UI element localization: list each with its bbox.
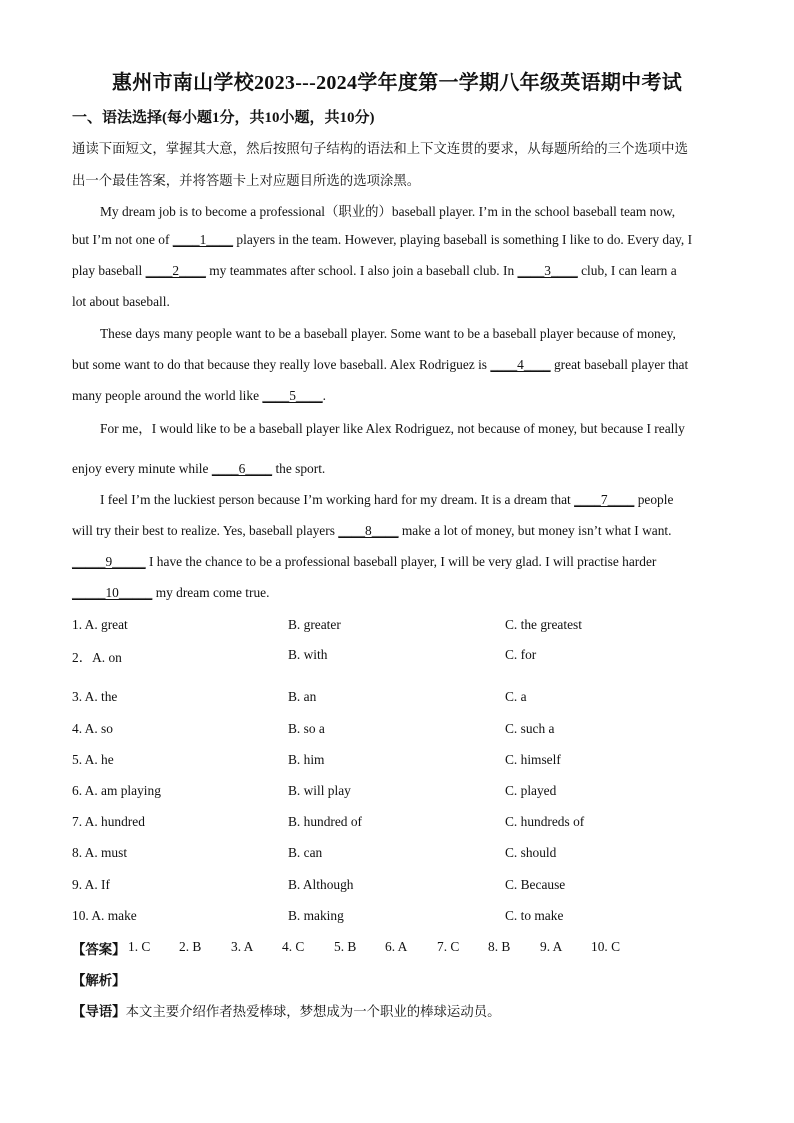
option-b: B. greater [288,617,341,632]
option-c: C. a [505,689,527,704]
blank-2: ____2____ [145,263,206,278]
passage-p4-line-1: I feel I’m the luckiest person because I’m working hard for my dream. It is a dream that ____7____ people [100,492,674,507]
answer-item-5: 5. B [334,939,357,954]
option-b: B. him [288,752,325,767]
option-c: C. such a [505,721,555,736]
answer-item-4: 4. C [282,939,305,954]
option-b: B. hundred of [288,814,363,829]
answer-item-6: 6. A [385,939,408,954]
option-b: B. so a [288,721,325,736]
answer-item-1: 1. C [128,939,151,954]
passage-p4-line-2: will try their best to realize. Yes, baseball players ____8____ make a lot of money, but money isn’t what I want. [72,523,672,538]
option-c: C. himself [505,752,561,767]
option-a: 4. A. so [72,721,113,736]
option-a: 5. A. he [72,752,114,767]
answer-item-3: 3. A [231,939,254,954]
answer-item-8: 8. B [488,939,511,954]
passage-p3-line-2: enjoy every minute while ____6____ the sport. [72,461,326,476]
option-a: 10. A. make [72,908,137,923]
answer-label: 【答案】 [72,942,126,957]
option-c: C. hundreds of [505,814,585,829]
guide-label: 【导语】 [72,1004,126,1019]
option-a: 1. A. great [72,617,128,632]
answer-item-2: 2. B [179,939,202,954]
option-a: 8. A. must [72,845,128,860]
answer-item-7: 7. C [437,939,460,954]
option-c: C. played [505,783,557,798]
instruction-line-2: 出一个最佳答案，并将答题卡上对应题目所选的选项涂黑。 [72,173,421,188]
answer-item-9: 9. A [540,939,563,954]
answer-key [72,939,126,958]
passage-p3-line-1: For me，I would like to be a baseball player like Alex Rodriguez, not because of money, but because I really [100,421,685,436]
passage-p1-line-3: play baseball ____2____ my teammates after school. I also join a baseball club. In ____3____ club, I can learn a [72,263,677,278]
blank-10: _____10_____ [72,585,153,600]
option-c: C. for [505,647,537,662]
option-b: B. with [288,647,328,662]
answer-item-10: 10. C [591,939,621,954]
option-b: B. Although [288,877,354,892]
option-b: B. making [288,908,344,923]
blank-7: ____7____ [574,492,635,507]
passage-p4-line-4: _____10_____ my dream come true. [72,585,270,600]
blank-9: _____9_____ [72,554,146,569]
option-c: C. the greatest [505,617,582,632]
blank-8: ____8____ [338,523,399,538]
passage-p2-line-1: These days many people want to be a baseball player. Some want to be a baseball player because of money, [100,326,676,341]
option-b: B. will play [288,783,351,798]
blank-4: ____4____ [490,357,551,372]
document-title: 惠州市南山学校2023---2024学年度第一学期八年级英语期中考试 [111,72,683,94]
option-c: C. Because [505,877,566,892]
blank-1: ____1____ [172,232,234,247]
passage-p1-line-4: lot about baseball. [72,294,170,309]
blank-5: ____5____ [262,388,323,403]
instruction-line-1: 通读下面短文，掌握其大意，然后按照句子结构的语法和上下文连贯的要求，从每题所给的三个选项中选 [72,141,688,156]
passage-p2-line-2: but some want to do that because they really love baseball. Alex Rodriguez is ____4____ great baseball player that [72,357,689,372]
blank-6: ____6____ [211,461,273,476]
guide-line [72,1001,501,1020]
option-c: C. should [505,845,557,860]
option-b: B. an [288,689,317,704]
option-a: 9. A. If [72,877,110,892]
option-a: 2．A. on [72,650,122,665]
guide-text: 本文主要介绍作者热爱棒球，梦想成为一个职业的棒球运动员。 [125,1004,501,1019]
option-a: 7. A. hundred [72,814,145,829]
passage-p1-line-2: but I’m not one of ____1____ players in the team. However, playing baseball is something I like to do. Every day, I [72,232,693,247]
analysis-label: 【解析】 [72,973,126,988]
blank-3: ____3____ [517,263,578,278]
section-heading: 一、语法选择(每小题1分，共10小题，共10分) [72,110,375,126]
option-a: 6. A. am playing [72,783,161,798]
passage-p4-line-3: _____9_____ I have the chance to be a professional baseball player, I will be very glad. I will practise harder [72,554,657,569]
option-c: C. to make [505,908,564,923]
passage-p2-line-3: many people around the world like ____5____. [72,388,327,403]
option-a: 3. A. the [72,689,118,704]
passage-p1-line-1: My dream job is to become a professional（职业的）baseball player. I’m in the school baseball team now, [100,204,676,219]
option-b: B. can [288,845,323,860]
